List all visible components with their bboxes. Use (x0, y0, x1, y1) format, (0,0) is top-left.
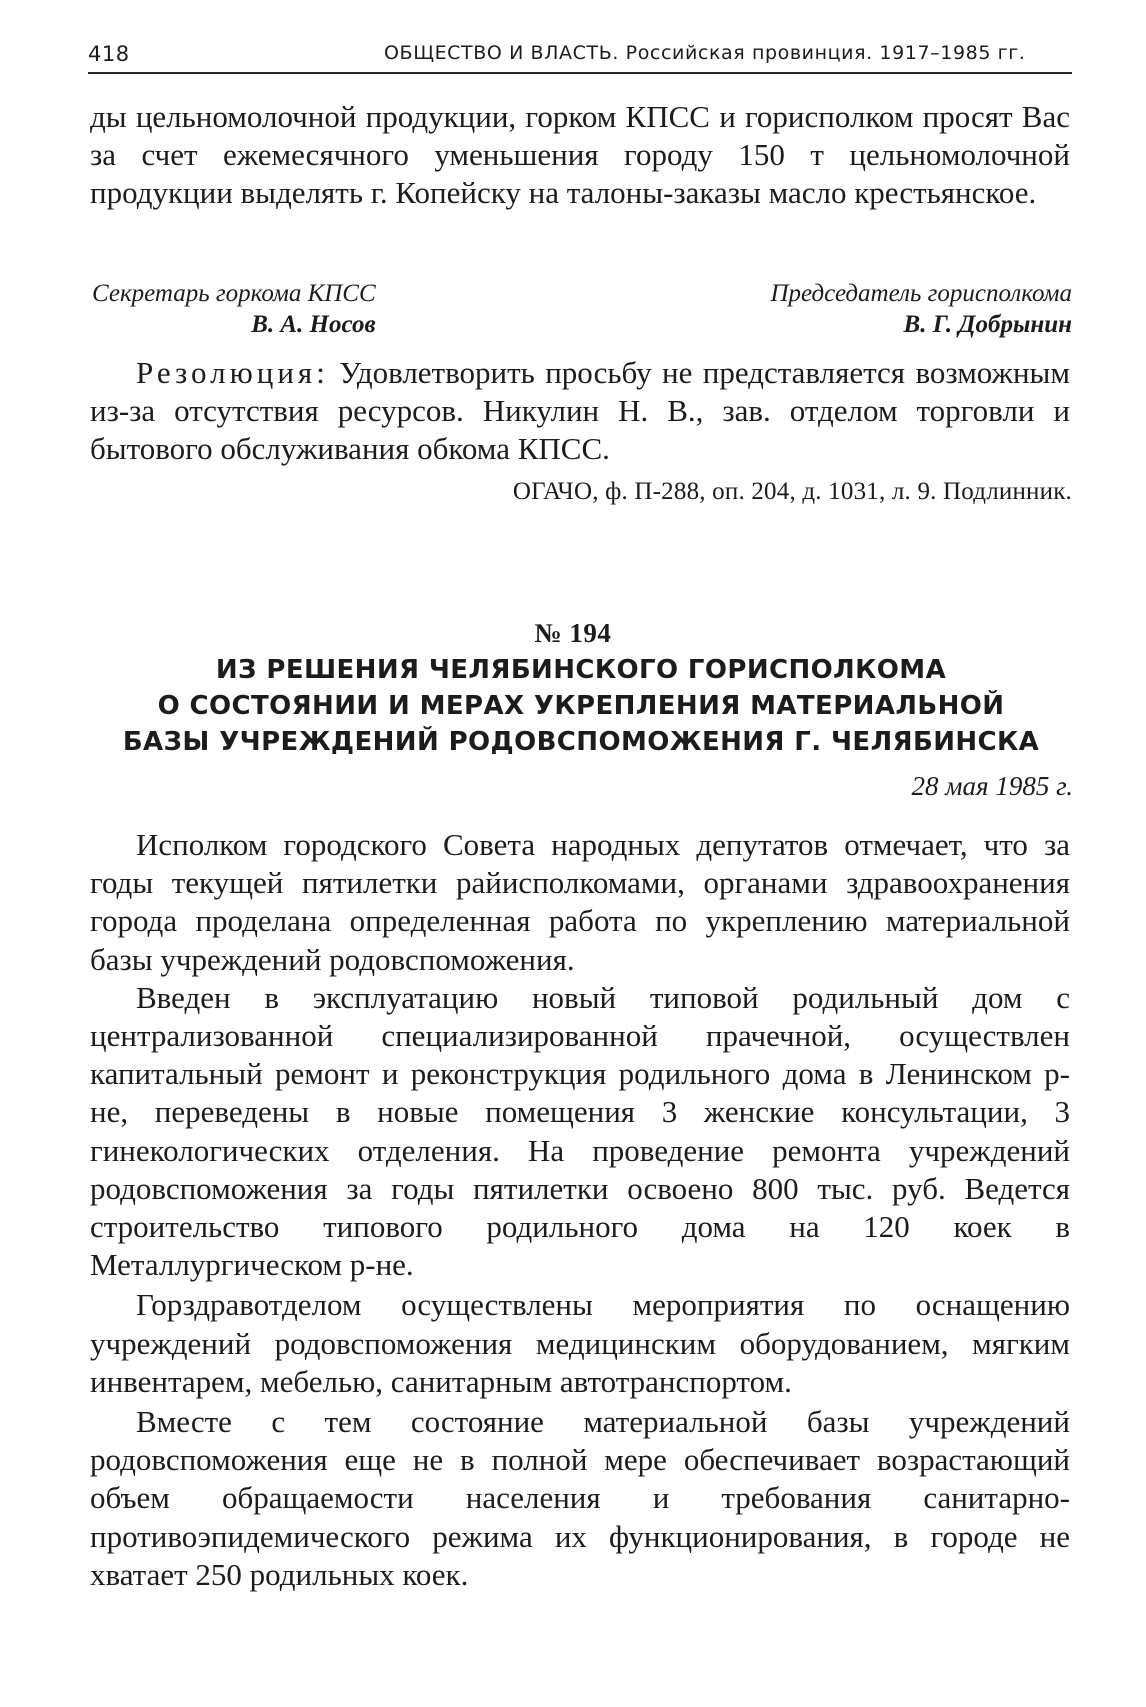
document-body (90, 826, 1070, 1594)
document-title-line: О СОСТОЯНИИ И МЕРАХ УКРЕПЛЕНИЯ МАТЕРИАЛЬНОЙ (157, 691, 1005, 721)
document-date: 28 мая 1985 г. (911, 771, 1073, 801)
running-header (88, 40, 1072, 74)
page-number-underline (88, 72, 134, 74)
document-title (90, 652, 1072, 760)
document-number: № 194 (534, 618, 612, 648)
continuation-block (90, 98, 1070, 213)
page-number: 418 (88, 42, 130, 66)
signature-left (92, 278, 376, 340)
body-paragraph: Вместе с тем состояние материальной базы учреждений родовспоможения еще не в полной мере обеспечивает возрастающий объем обращаемости населения и требования санитарно-противоэпидемического режима их функционирования, в городе не хватает 250 родильных коек. (90, 1404, 1070, 1592)
document-title-line: БАЗЫ УЧРЕЖДЕНИЙ РОДОВСПОМОЖЕНИЯ Г. ЧЕЛЯБИНСКА (122, 727, 1040, 757)
running-title: ОБЩЕСТВО И ВЛАСТЬ. Российская провинция. 1917–1985 гг. (384, 42, 1035, 64)
signature-left-name: В. А. Носов (251, 311, 376, 338)
body-paragraph: Горздравотделом осуществлены мероприятия по оснащению учреждений родовспоможения медицинским оборудованием, мягким инвентарем, мебелью, санитарным автотранспортом. (90, 1287, 1070, 1399)
document-title-line: ИЗ РЕШЕНИЯ ЧЕЛЯБИНСКОГО ГОРИСПОЛКОМА (215, 655, 947, 685)
signature-right-name: В. Г. Добрынин (903, 311, 1072, 338)
signatures (90, 278, 1072, 342)
resolution-text: Удовлетворить просьбу не представляется возможным из-за отсутствия ресурсов. Никулин Н. В., зав. отделом торговли и бытового обслуживания обкома КПСС. (90, 355, 1070, 467)
archive-reference: ОГАЧО, ф. П-288, оп. 204, д. 1031, л. 9. Подлинник. (512, 478, 1072, 505)
body-paragraph: Исполком городского Совета народных депутатов отмечает, что за годы текущей пятилетки райисполкомами, органами здравоохранения города проделана определенная работа по укреплению материальной базы учреждений родовспоможения. (90, 827, 1070, 977)
resolution-paragraph (90, 354, 1070, 469)
signature-right (771, 278, 1073, 340)
resolution-block (90, 354, 1070, 469)
signature-right-position: Председатель горисполкома (770, 280, 1072, 307)
page-number-box (88, 40, 134, 74)
header-rule (88, 72, 1072, 74)
body-paragraph: Введен в эксплуатацию новый типовой родильный дом с централизованной специализированной прачечной, осуществлен капитальный ремонт и реконструкция родильного дома в Ленинском р-не, переведены в новые помещения 3 женские консультации, 3 гинекологических отделения. На проведение ремонта учреждений родовспоможения за годы пятилетки освоено 800 тыс. руб. Ведется строительство типового родильного дома на 120 коек в Металлургическом р-не. (90, 979, 1070, 1283)
resolution-label: Резолюция: (136, 355, 329, 390)
continuation-paragraph: ды цельномолочной продукции, горком КПСС и горисполком просят Вас за счет ежемесячного уменьшения городу 150 т цельномолочной продукции выделять г. Копейску на талоны-заказы масло крестьянское. (90, 99, 1070, 211)
signature-left-position: Секретарь горкома КПСС (92, 280, 376, 307)
